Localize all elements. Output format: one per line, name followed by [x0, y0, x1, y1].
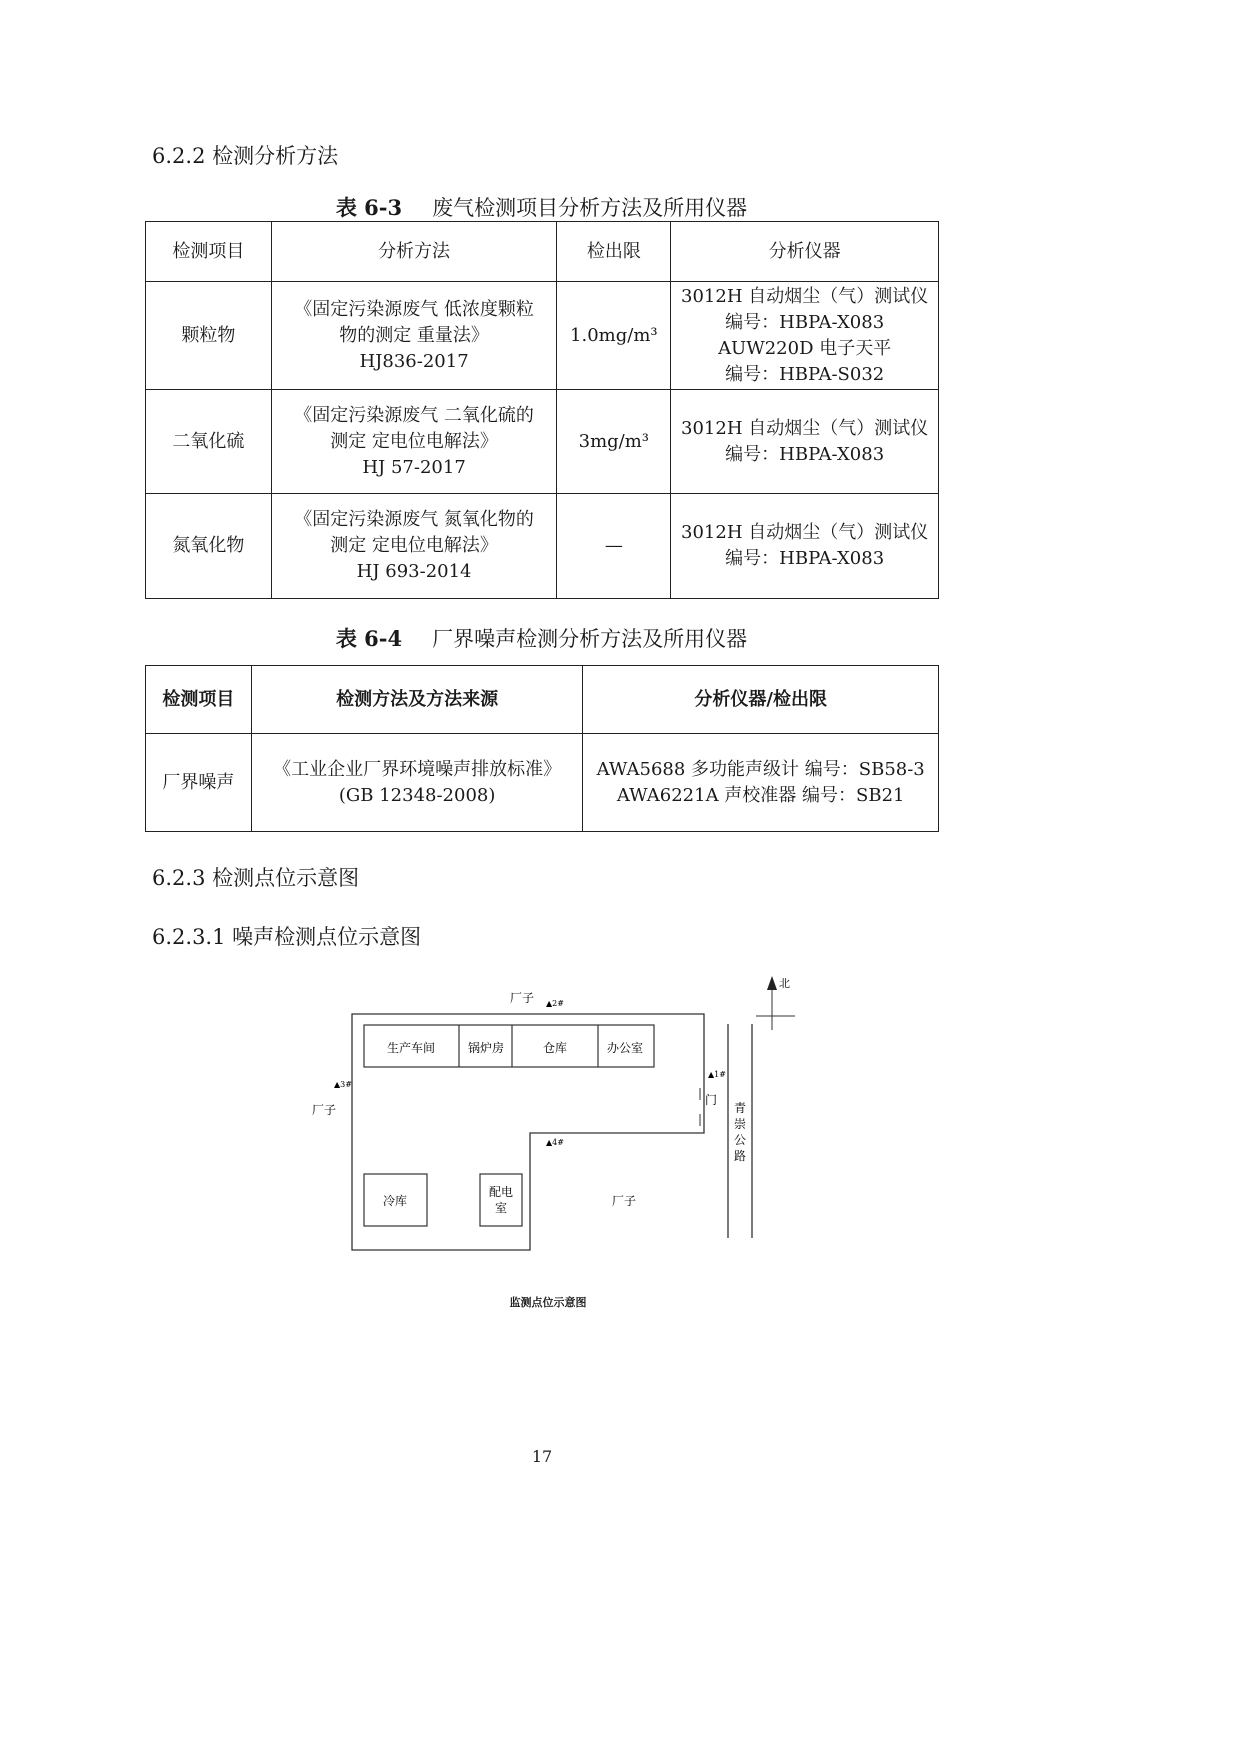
gate-label: 门 [704, 1093, 718, 1107]
instrument-cell [583, 734, 939, 832]
instrument-line: 3012H 自动烟尘（气）测试仪 [681, 522, 929, 543]
road-label-char: 青 [733, 1101, 747, 1115]
road-label-char: 公 [733, 1133, 747, 1147]
power-room-box [480, 1174, 522, 1226]
room-boiler: 锅炉房 [467, 1041, 505, 1055]
north-arrow-icon [767, 976, 777, 990]
method-line: 测定 定电位电解法》 [330, 535, 498, 556]
cold-storage-label: 冷库 [382, 1194, 408, 1208]
item-cell: 厂界噪声 [146, 734, 252, 832]
table-6-4 [145, 665, 939, 832]
room-warehouse: 仓库 [542, 1041, 568, 1055]
instrument-line: 编号：HBPA-X083 [725, 311, 885, 333]
section-heading-6-2-2: 6.2.2 检测分析方法 [152, 144, 339, 168]
factory-label-south: 厂子 [611, 1194, 637, 1208]
item-cell: 二氧化硫 [146, 390, 272, 494]
method-line: HJ 693-2014 [356, 561, 472, 582]
room-office: 办公室 [606, 1041, 644, 1055]
header-cell: 检测项目 [146, 666, 252, 734]
instrument-cell [671, 390, 939, 494]
factory-label-west: 厂子 [311, 1103, 337, 1117]
monitoring-point-3: ▲3# [334, 1080, 352, 1089]
monitoring-diagram [0, 960, 1102, 1290]
table-header-row [146, 666, 939, 734]
instrument-line: AUW220D 电子天平 [718, 337, 892, 359]
section-heading-6-2-3: 6.2.3 检测点位示意图 [152, 866, 360, 890]
monitoring-point-1: ▲1# [708, 1070, 726, 1079]
instrument-line: 3012H 自动烟尘（气）测试仪 [681, 285, 929, 307]
instrument-line: 编号：HBPA-X083 [725, 548, 885, 569]
method-line: HJ836-2017 [359, 350, 469, 372]
instrument-line: AWA5688 多功能声级计 编号：SB58-3 [596, 758, 925, 780]
method-cell [251, 734, 583, 832]
limit-cell: 1.0mg/m³ [557, 282, 671, 390]
monitoring-point-4: ▲4# [546, 1138, 564, 1147]
method-line: 《固定污染源废气 氮氧化物的 [294, 509, 534, 530]
monitoring-point-2: ▲2# [546, 999, 564, 1008]
road-label-char: 崇 [733, 1117, 747, 1131]
instrument-cell [671, 494, 939, 599]
method-cell [271, 282, 557, 390]
instrument-line: 3012H 自动烟尘（气）测试仪 [681, 417, 929, 439]
table-row [146, 282, 939, 390]
table-6-4-caption [145, 623, 938, 653]
table-6-3 [145, 221, 939, 599]
header-cell: 分析方法 [271, 222, 557, 282]
room-production-workshop: 生产车间 [386, 1041, 436, 1055]
method-line: 《固定污染源废气 二氧化硫的 [294, 404, 534, 426]
item-cell: 颗粒物 [146, 282, 272, 390]
table-6-3-caption [145, 192, 938, 222]
header-cell: 检测方法及方法来源 [251, 666, 583, 734]
power-room-label: 室 [494, 1201, 508, 1215]
header-cell: 分析仪器 [671, 222, 939, 282]
method-line: 《固定污染源废气 低浓度颗粒 [294, 298, 534, 320]
table-row [146, 494, 939, 599]
site-plan-svg [0, 960, 1102, 1290]
section-heading-6-2-3-1: 6.2.3.1 噪声检测点位示意图 [152, 925, 422, 949]
limit-cell: — [557, 494, 671, 599]
power-room-label: 配电 [488, 1185, 514, 1199]
table-header-row [146, 222, 939, 282]
method-line: 物的测定 重量法》 [339, 324, 489, 346]
page-number: 17 [531, 1447, 553, 1466]
method-line: (GB 12348-2008) [338, 784, 496, 806]
method-line: 测定 定电位电解法》 [330, 430, 498, 452]
factory-label-north: 厂子 [509, 991, 535, 1005]
header-cell: 检测项目 [146, 222, 272, 282]
diagram-caption: 监测点位示意图 [509, 1296, 587, 1309]
table-6-3-title: 废气检测项目分析方法及所用仪器 [432, 196, 748, 220]
table-row [146, 390, 939, 494]
instrument-cell [671, 282, 939, 390]
north-label: 北 [779, 977, 790, 990]
instrument-line: AWA6221A 声校准器 编号：SB21 [616, 784, 905, 806]
item-cell: 氮氧化物 [146, 494, 272, 599]
table-row [146, 734, 939, 832]
method-line: HJ 57-2017 [362, 456, 466, 478]
method-cell [271, 390, 557, 494]
method-cell [271, 494, 557, 599]
limit-cell: 3mg/m³ [557, 390, 671, 494]
table-6-4-title: 厂界噪声检测分析方法及所用仪器 [432, 627, 748, 651]
header-cell: 分析仪器/检出限 [583, 666, 939, 734]
instrument-line: 编号：HBPA-X083 [725, 443, 885, 465]
instrument-line: 编号：HBPA-S032 [725, 363, 885, 385]
road-label-char: 路 [733, 1149, 747, 1163]
table-6-4-number: 表 6-4 [335, 626, 403, 651]
table-6-3-number: 表 6-3 [335, 195, 403, 220]
method-line: 《工业企业厂界环境噪声排放标准》 [273, 758, 562, 780]
header-cell: 检出限 [557, 222, 671, 282]
